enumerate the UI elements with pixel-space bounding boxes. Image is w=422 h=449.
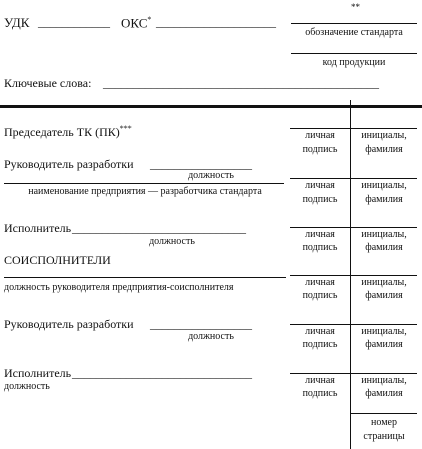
sig-initials-5: инициалы,: [361, 326, 407, 337]
sig-surname-6: фамилия: [365, 388, 403, 399]
head1-label: Руководитель разработки: [4, 157, 134, 171]
head1-position-caption: должность: [188, 170, 234, 181]
sig-personal-5: личная: [305, 326, 335, 337]
sig-initials-3: инициалы,: [361, 229, 407, 240]
page-number-line: [351, 413, 417, 414]
sig-line-3: [290, 227, 417, 228]
executor1-blank[interactable]: _____________________________: [72, 221, 246, 235]
udk-label: УДК: [4, 15, 30, 30]
sig-line-6: [290, 373, 417, 374]
section-divider: [0, 105, 422, 108]
sig-sign-4: подпись: [302, 290, 338, 301]
column-divider-top: [350, 100, 351, 105]
sig-personal-4: личная: [305, 277, 335, 288]
sig-sign-6: подпись: [302, 388, 338, 399]
oks-footnote-mark: *: [147, 15, 152, 24]
sig-surname-4: фамилия: [365, 290, 403, 301]
sig-line-4: [290, 275, 417, 276]
chairman-label: Председатель ТК (ПК)***: [4, 124, 132, 139]
sig-sign-2: подпись: [302, 194, 338, 205]
sig-personal-2: личная: [305, 180, 335, 191]
head2-label: Руководитель разработки: [4, 317, 134, 331]
coexec-line: [4, 277, 286, 278]
chairman-footnote-mark: ***: [119, 124, 132, 133]
keywords-label: Ключевые слова:: [4, 76, 92, 90]
sig-sign-1: подпись: [302, 144, 338, 155]
sig-initials-1: инициалы,: [361, 130, 407, 141]
executor1-label: Исполнитель: [4, 221, 72, 235]
sig-line-2: [290, 178, 417, 179]
coexecutors-heading: СОИСПОЛНИТЕЛИ: [4, 253, 111, 267]
executor1-position-caption: должность: [149, 236, 195, 247]
head1-blank[interactable]: _________________: [150, 157, 252, 171]
sig-sign-5: подпись: [302, 339, 338, 350]
oks-blank[interactable]: ____________________: [156, 15, 276, 29]
sig-personal-3: личная: [305, 229, 335, 240]
sig-surname-5: фамилия: [365, 339, 403, 350]
sig-initials-4: инициалы,: [361, 277, 407, 288]
sig-surname-2: фамилия: [365, 194, 403, 205]
head2-blank[interactable]: _________________: [150, 317, 252, 331]
sig-initials-6: инициалы,: [361, 375, 407, 386]
page-number-label-2: страницы: [363, 431, 405, 442]
top-footnote-mark: **: [351, 2, 360, 12]
udk-blank[interactable]: ____________: [38, 15, 110, 29]
coexec-head-caption: должность руководителя предприятия-соисполнителя: [4, 282, 234, 293]
sig-personal-6: личная: [305, 375, 335, 386]
org-line: [4, 183, 284, 184]
sig-surname-3: фамилия: [365, 242, 403, 253]
sig-line-1: [290, 128, 417, 129]
sig-personal-1: личная: [305, 130, 335, 141]
sig-surname-1: фамилия: [365, 144, 403, 155]
page-number-label-1: номер: [371, 417, 397, 428]
product-code-label: код продукции: [322, 57, 386, 68]
product-code-line: [291, 53, 417, 54]
keywords-blank[interactable]: ______________________________________________: [103, 76, 379, 90]
org-name-caption: наименование предприятия — разработчика стандарта: [28, 186, 262, 197]
executor2-label: Исполнитель: [4, 366, 72, 380]
sig-sign-3: подпись: [302, 242, 338, 253]
head2-position-caption: должность: [188, 331, 234, 342]
sig-line-5: [290, 324, 417, 325]
oks-label: ОКС*: [121, 15, 152, 31]
sig-initials-2: инициалы,: [361, 180, 407, 191]
designation-line: [291, 23, 417, 24]
executor2-position-caption: должность: [4, 381, 50, 392]
designation-label: обозначение стандарта: [305, 27, 403, 38]
executor2-blank[interactable]: ______________________________: [72, 366, 252, 380]
